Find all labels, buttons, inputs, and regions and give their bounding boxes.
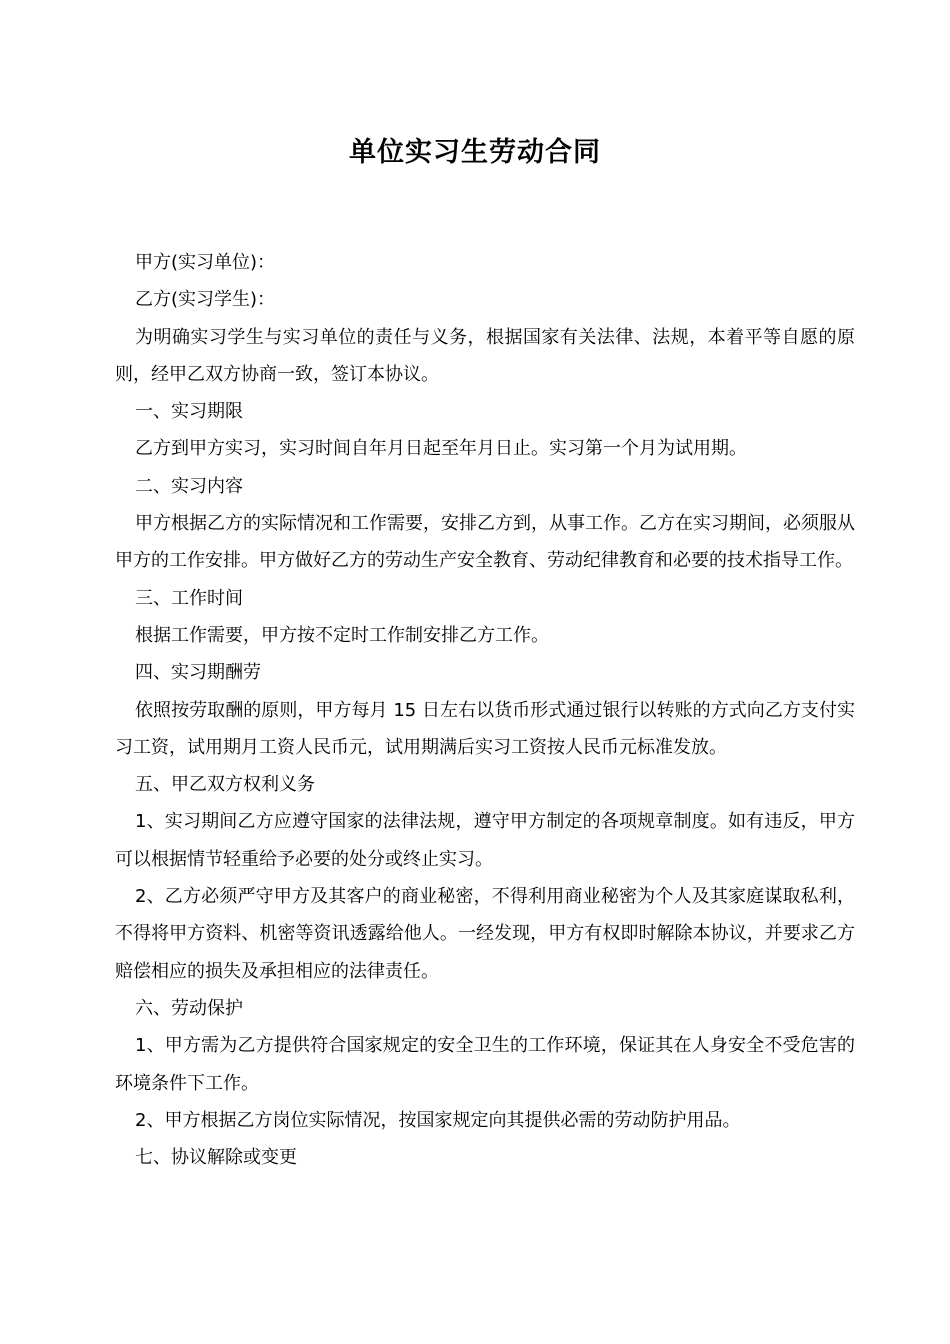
section-heading-7: 七、协议解除或变更 xyxy=(135,1147,297,1169)
section-heading-5: 五、甲乙双方权利义务 xyxy=(135,774,315,796)
section-heading-4: 四、实习期酬劳 xyxy=(135,662,261,684)
section-5-item-1: 1、实习期间乙方应遵守国家的法律法规，遵守甲方制定的各项规章制度。如有违反，甲方可以根据情节轻重给予必要的处分或终止实习。 xyxy=(115,811,855,870)
section-6-item-2: 2、甲方根据乙方岗位实际情况，按国家规定向其提供必需的劳动防护用品。 xyxy=(135,1109,741,1131)
section-1-paragraph: 乙方到甲方实习，实习时间自年月日起至年月日止。实习第一个月为试用期。 xyxy=(135,438,747,460)
party-b-line: 乙方(实习学生)： xyxy=(135,289,276,311)
section-6-item-1: 1、甲方需为乙方提供符合国家规定的安全卫生的工作环境，保证其在人身安全不受危害的环境条件下工作。 xyxy=(115,1035,855,1094)
section-2-paragraph: 甲方根据乙方的实际情况和工作需要，安排乙方到，从事工作。乙方在实习期间，必须服从甲方的工作安排。甲方做好乙方的劳动生产安全教育、劳动纪律教育和必要的技术指导工作。 xyxy=(115,513,855,572)
document-body xyxy=(115,244,855,1176)
preamble-paragraph: 为明确实习学生与实习单位的责任与义务，根据国家有关法律、法规，本着平等自愿的原则，经甲乙双方协商一致，签订本协议。 xyxy=(115,326,855,385)
section-heading-3: 三、工作时间 xyxy=(135,587,243,609)
party-a-line: 甲方(实习单位)： xyxy=(135,252,276,273)
section-heading-6: 六、劳动保护 xyxy=(135,997,243,1019)
document-title: 单位实习生劳动合同 xyxy=(349,137,601,168)
section-4-paragraph: 依照按劳取酬的原则，甲方每月 15 日左右以货币形式通过银行以转账的方式向乙方支付实习工资，试用期月工资人民币元，试用期满后实习工资按人民币元标准发放。 xyxy=(115,699,855,758)
section-3-paragraph: 根据工作需要，甲方按不定时工作制安排乙方工作。 xyxy=(135,624,549,646)
section-5-item-2: 2、乙方必须严守甲方及其客户的商业秘密，不得利用商业秘密为个人及其家庭谋取私利，不得将甲方资料、机密等资讯透露给他人。一经发现，甲方有权即时解除本协议，并要求乙方赔偿相应的损失及承担相应的法律责任。 xyxy=(115,886,855,982)
section-heading-1: 一、实习期限 xyxy=(135,401,243,423)
section-heading-2: 二、实习内容 xyxy=(135,475,243,497)
